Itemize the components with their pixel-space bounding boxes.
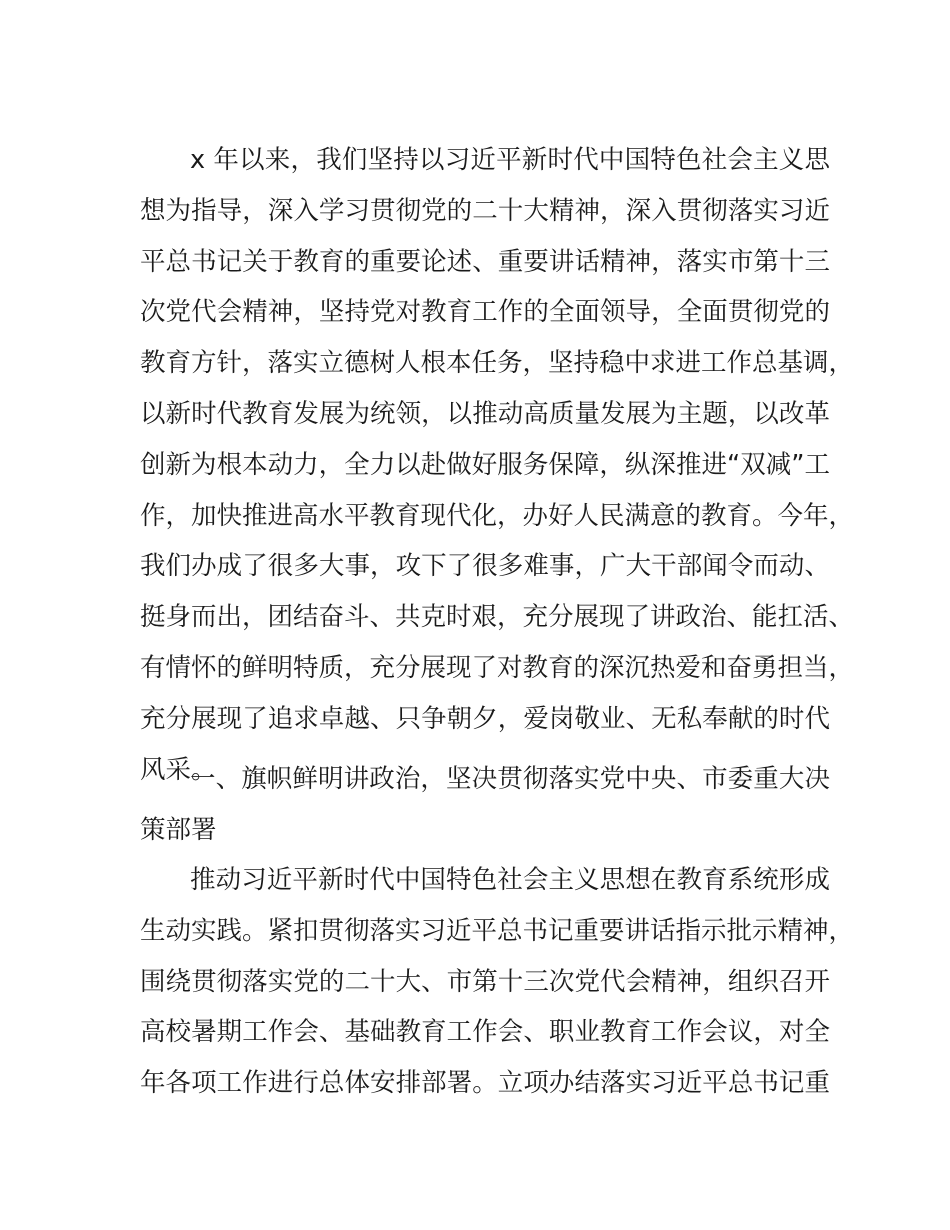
paragraph-line: x 年以来，我们坚持以习近平新时代中国特色社会主义思: [190, 145, 830, 175]
paragraph-line: 生动实践。紧扣贯彻落实习近平总书记重要讲话指示批示精神，: [140, 915, 855, 946]
paragraph-line: 作，加快推进高水平教育现代化，办好人民满意的教育。今年，: [140, 500, 855, 531]
paragraph-line: 想为指导，深入学习贯彻党的二十大精神，深入贯彻落实习近: [140, 195, 830, 226]
paragraph-line: 创新为根本动力，全力以赴做好服务保障，纵深推进“双减”工: [140, 449, 830, 480]
section-heading-line: 策部署: [140, 814, 217, 845]
paragraph-line: 充分展现了追求卓越、只争朝夕，爱岗敬业、无私奉献的时代: [140, 703, 830, 734]
paragraph-line: 以新时代教育发展为统领，以推动高质量发展为主题，以改革: [140, 399, 830, 429]
paragraph-line: 教育方针，落实立德树人根本任务，坚持稳中求进工作总基调，: [140, 348, 855, 379]
paragraph-line: 高校暑期工作会、基础教育工作会、职业教育工作会议，对全: [140, 1017, 830, 1048]
paragraph-line: 挺身而出，团结奋斗、共克时艰，充分展现了讲政治、能扛活、: [140, 602, 855, 633]
paragraph-line: 年各项工作进行总体安排部署。立项办结落实习近平总书记重: [140, 1068, 830, 1099]
paragraph-line: 有情怀的鲜明特质，充分展现了对教育的深沉热爱和奋勇担当，: [140, 653, 855, 683]
paragraph-line: 围绕贯彻落实党的二十大、市第十三次党代会精神，组织召开: [140, 966, 830, 997]
paragraph-line: 平总书记关于教育的重要论述、重要讲话精神，落实市第十三: [140, 246, 830, 277]
paragraph-line: 次党代会精神，坚持党对教育工作的全面领导，全面贯彻党的: [140, 297, 830, 328]
paragraph-line: 风采。: [140, 754, 217, 785]
paragraph-line: 我们办成了很多大事，攻下了很多难事，广大干部闻令而动、: [140, 551, 830, 582]
paragraph-line: 推动习近平新时代中国特色社会主义思想在教育系统形成: [190, 865, 830, 895]
section-heading-line: 一、旗帜鲜明讲政治，坚决贯彻落实党中央、市委重大决: [190, 764, 830, 794]
